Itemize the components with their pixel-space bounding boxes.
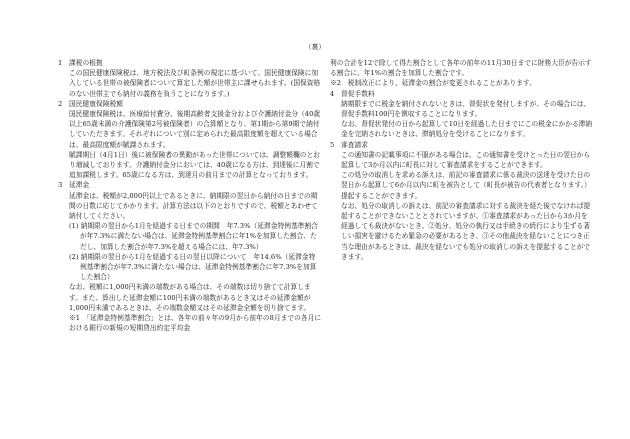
section-2-heading: 2 国民健康保険税額: [58, 99, 123, 108]
section-4-body-2: なお、督促状発付の日から起算して10日を経過した日までにこの税金にかかる滞納金を完納されないときは、滞納処分を受けることになります。: [341, 120, 593, 139]
section-5-heading: 5 審査請求: [330, 140, 368, 149]
section-3-item-2: (2) 納期限の翌日から1月を経過する日の翌日以降について 年14.6%（延滞金特例基準割合が年7.3%に満たない場合は、延滞金特例基準割合に年7.3%を加算した割合）: [69, 252, 317, 282]
section-5-body-3: なお、処分の取消しの訴えは、前記の審査請求に対する裁決を経た後でなければ提起することができないこととされていますが、①審査請求があった日から3か月を経過しても裁決がないとき、②処分、処分の執行又は手続きの続行により生ずる著しい損害を避けるため緊急の必要があるとき、③その他裁決を経ないことにつき正当な理由があるときは、裁決を経ないでも処分の取消しの訴えを提起することができます。: [341, 201, 591, 261]
right-column: [330, 58, 594, 262]
section-5-body-2: この処分の取消しを求める訴えは、前記の審査請求に係る裁決の送達を受けた日の翌日から起算して6か月以内に町を被告として（町長が被告の代表者となります。）提起することができます。: [341, 171, 591, 200]
section-3-body-1: 延滞金は、税額が2,000円以上であるときに、納期限の翌日から納付の日までの期間の日数に応じてかかります。計算方法は以下のとおりですので、税額とあわせて納付してください。: [69, 191, 318, 221]
section-4-body-1: 納期限までに税金を納付されないときは、督促状を発付しますが、その場合には、督促手数料100円を徴収することになります。: [341, 99, 591, 119]
left-column: [58, 58, 322, 333]
section-3-item-1: (1) 納期限の翌日から1月を経過する日までの期間 年7.3%（延滞金特例基準割合が年7.3%に満たない場合は、延滞金特例基準割合に年1%を加算した割合、ただし、加算した割合が年7.3%を超える場合には、年7.3%）: [69, 222, 318, 251]
section-5-body-1: この通知書の記載事項に不服がある場合は、この通知書を受けとった日の翌日から起算して3か月以内に町長に対して審査請求をすることができます。: [341, 150, 591, 170]
section-3-note-1: ※1 「延滞金特例基準割合」とは、各年の前々年の9月から前年の8月までの各月における銀行の新規の短期貸出約定平均金: [69, 314, 322, 333]
section-3-body-2: なお、税額に1,000円未満の端数がある場合は、その端数は切り捨てて計算します。また、算出した延滞金額に100円未満の端数があるとき又はその延滞金額が1,000円未満であるときは、その端数金額又はその延滞金全額を切り捨てます。: [69, 283, 311, 312]
section-4-heading: 4 督促手数料: [330, 89, 375, 98]
section-2-body-1: 国民健康保険税は、医療給付費分、後期高齢者支援金分および介護納付金分（40歳以上65歳未満の介護保険第2号被保険者）の合算額となり、第1期から第9期で納付していただきます。それぞれについて別に定められた最高限度額を超えている場合は、最高限度額が賦課されます。: [69, 110, 321, 149]
section-3-heading: 3 延滞金: [58, 181, 90, 190]
section-2-body-2: 賦課期日（4月1日）後に被保険者の異動があった世帯については、調整額欄のとおり増減しております。介護納付金分においては、40歳になる方は、到達後に月割で追加課税します。65歳になる方は、到達月の前月までの計算となっております。: [69, 150, 320, 180]
section-1-body: この国民健康保険税は、地方税法及び町条例の規定に基づいて、国民健康保険に加入している世帯の被保険者について算定した額が世帯主に課せられます。(国保資格のない世帯主でも納付の義務を負うことになります。): [69, 69, 321, 98]
section-1-heading: 1 課税の根拠: [58, 59, 103, 67]
note-1-continuation: 利の合計を12で除して得た割合として各年の前年の11月30日までに財務大臣が告示する割合に、年1%の割合を加算した割合です。: [330, 59, 592, 78]
page-side-label: （裏）: [304, 43, 326, 51]
note-2: ※2 税制改正により、延滞金の割合が変更されることがあります。: [330, 79, 536, 88]
